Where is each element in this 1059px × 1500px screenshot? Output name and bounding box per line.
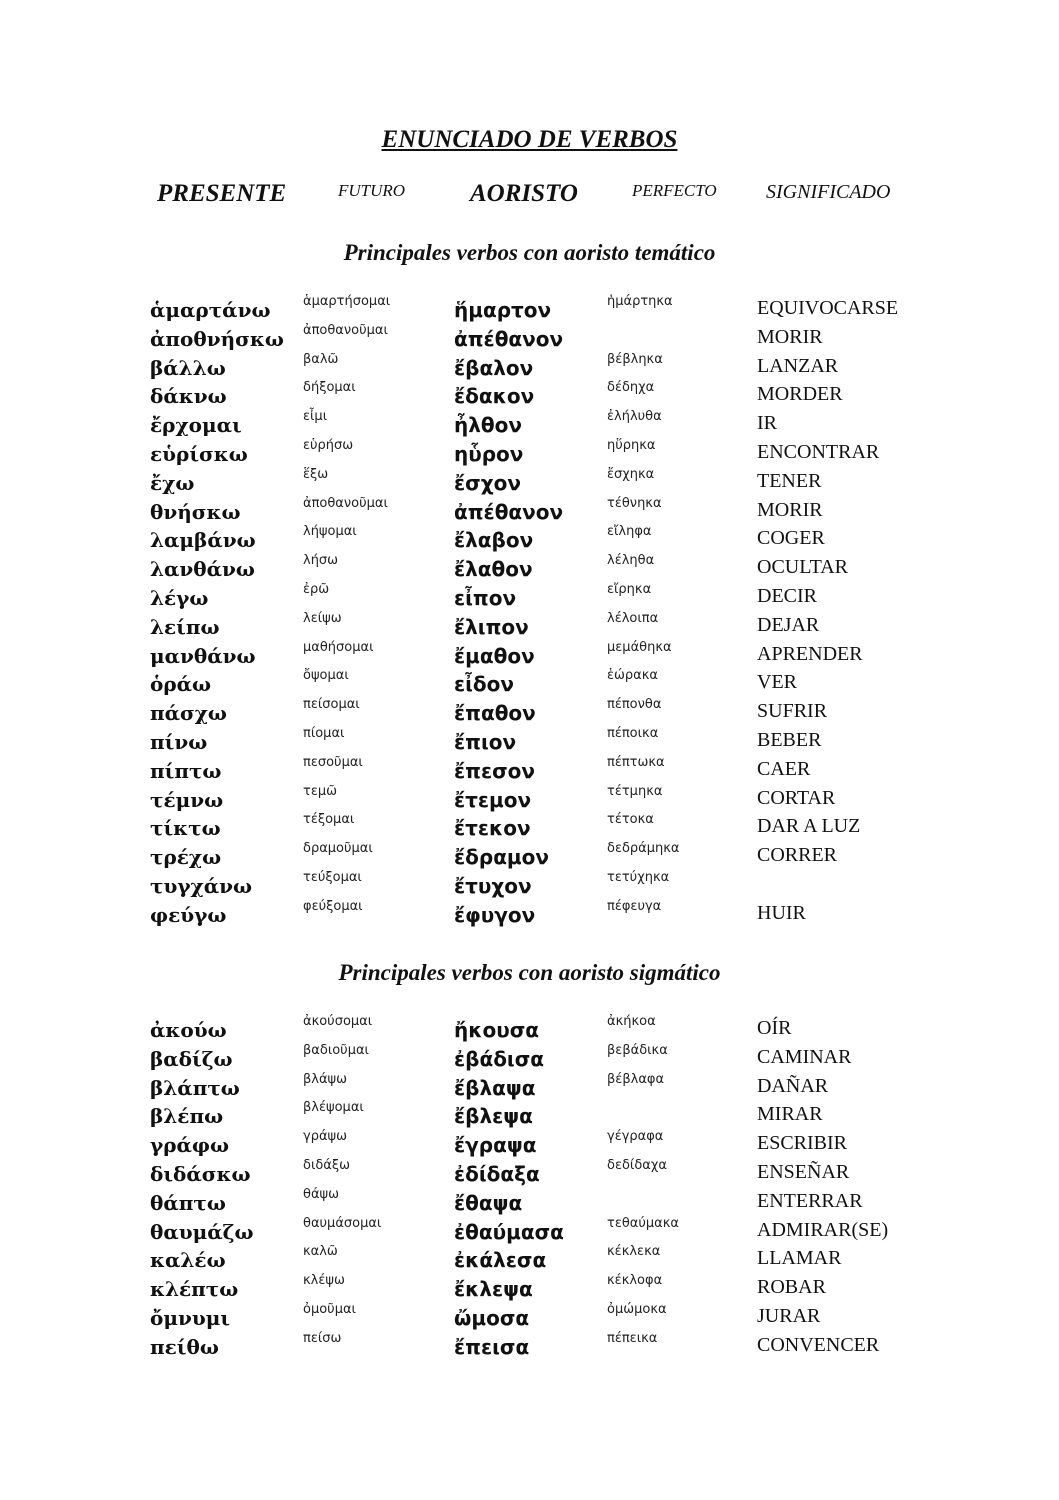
verb-futuro: βλάψω [303,1071,348,1087]
header-significado: SIGNIFICADO [766,181,891,203]
verb-significado: BEBER [757,729,822,751]
verb-significado: VER [757,671,797,694]
verb-aoristo: ἔπιον [454,730,517,754]
table-row [0,495,1059,529]
verb-aoristo: ἔπεσον [454,758,536,783]
verb-aoristo: ἐβάδισα [454,1046,545,1071]
verb-futuro: πείσω [303,1330,342,1346]
verb-perfecto: ὀμώμοκα [607,1302,667,1317]
table-row [0,582,1059,615]
verb-aoristo: εἶδον [454,672,515,697]
verb-perfecto: ἀκήκοα [607,1014,656,1029]
verb-futuro: λήψομαι [303,524,357,540]
verb-presente: ἀποθνήσκω [150,326,284,351]
verb-aoristo: ἀπέθανον [454,326,564,351]
verb-presente: τίκτω [150,816,221,841]
verb-futuro: θαυμάσομαι [303,1215,382,1231]
verb-perfecto: βεβάδικα [607,1042,668,1058]
verb-futuro: βλέψομαι [303,1100,364,1116]
table-row [0,1302,1059,1335]
table-row [0,553,1059,586]
verb-perfecto: μεμάθηκα [607,639,672,655]
verb-perfecto: ηὕρηκα [607,438,656,453]
verb-presente: θνήσκω [150,499,241,524]
table-row [0,1100,1059,1133]
verb-perfecto: δεδίδαχα [607,1158,667,1173]
verb-significado: DAR A LUZ [757,815,861,838]
verb-presente: γράφω [150,1133,230,1158]
verb-aoristo: ἔλιπον [454,614,529,639]
verb-aoristo: ἐκάλεσα [454,1248,547,1273]
verb-significado: DEJAR [757,613,820,636]
verb-presente: πίπτω [150,758,222,783]
verb-aoristo: ἦλθον [454,413,522,438]
verb-aoristo: ἥμαρτον [454,298,552,322]
table-row [0,409,1059,442]
verb-perfecto: πέποικα [607,726,659,741]
verb-perfecto: πέφευγα [607,898,662,914]
verb-presente: εὑρίσκω [150,442,248,466]
verb-presente: λαμβάνω [150,528,256,553]
verb-futuro: φεύξομαι [303,898,363,914]
verb-perfecto: πέπτωκα [607,754,665,770]
verb-presente: λέγω [150,586,209,610]
verb-perfecto: εἴληφα [607,524,652,540]
verb-aoristo: ἔλαθον [454,557,533,582]
verb-perfecto: πέπονθα [607,697,662,713]
table-row [0,1042,1059,1076]
verb-significado: ESCRIBIR [757,1132,848,1155]
table-row [0,438,1059,471]
verb-significado: CORTAR [757,786,836,809]
table-row [0,1014,1059,1047]
verb-presente: ἀκούω [150,1018,227,1042]
verb-futuro: κλέψω [303,1273,345,1289]
verb-significado: MORIR [757,498,823,521]
verb-presente: ἔχω [150,470,195,495]
verb-presente: θαυμάζω [150,1219,254,1244]
table-row [0,610,1059,644]
verb-futuro: τεύξομαι [303,870,362,885]
verb-presente: τέμνω [150,787,224,812]
verb-significado: MIRAR [757,1103,823,1126]
verb-perfecto: τετύχηκα [607,870,670,885]
table-row [0,1244,1059,1277]
verb-perfecto: τέτοκα [607,812,654,828]
verb-significado: ENSEÑAR [757,1161,850,1183]
verb-presente: κλέπτω [150,1277,239,1302]
table-row [0,898,1059,932]
verb-perfecto: βέβληκα [607,351,663,367]
verb-presente: διδάσκω [150,1162,251,1186]
verb-futuro: ἁμαρτήσομαι [303,294,391,309]
header-perfecto: PERFECTO [632,181,717,200]
verb-presente: πίνω [150,730,208,754]
verb-perfecto: βέβλαφα [607,1071,665,1087]
verb-aoristo: ἔσχον [454,470,521,495]
verb-perfecto: τέθνηκα [607,495,662,511]
table-row [0,697,1059,730]
verb-presente: βλάπτω [150,1075,240,1100]
verb-presente: ἔρχομαι [150,413,242,438]
table-row [0,812,1059,845]
verb-aoristo: ἔλαβον [454,528,534,553]
verb-significado: DECIR [757,585,817,607]
verb-significado: MORIR [757,325,823,348]
verb-aoristo: ηὗρον [454,442,524,466]
section-title-tematico: Principales verbos con aoristo temático [343,240,716,265]
verb-significado: JURAR [757,1305,821,1327]
verb-aoristo: ἔμαθον [454,643,535,668]
verb-presente: πάσχω [150,701,227,726]
verb-futuro: εἶμι [303,409,328,425]
verb-presente: τυγχάνω [150,874,253,898]
verb-futuro: πείσομαι [303,697,360,713]
verb-significado: IR [757,412,777,435]
verb-significado: HUIR [757,901,806,924]
verb-significado: COGER [757,527,825,550]
verb-aoristo: ἔτυχον [454,874,532,898]
verb-perfecto: γέγραφα [607,1129,664,1145]
verb-futuro: βαδιοῦμαι [303,1042,369,1058]
section-title-sigmatico: Principales verbos con aoristo sigmático [338,960,721,985]
verb-futuro: ἕξω [303,466,329,482]
table-row [0,1215,1059,1249]
table-row [0,466,1059,500]
verb-significado: LANZAR [757,354,839,377]
verb-aoristo: ἐδίδαξα [454,1162,540,1186]
verb-perfecto: ἔσχηκα [607,466,655,482]
verb-futuro: ὄψομαι [303,668,349,684]
table-row [0,841,1059,874]
verb-perfecto: ἐλήλυθα [607,409,662,425]
verb-futuro: εὑρήσω [303,438,354,453]
verb-futuro: λείψω [303,610,342,626]
page-title: ENUNCIADO DE VERBOS [381,126,678,153]
verb-futuro: ἐρῶ [303,582,330,597]
verb-futuro: καλῶ [303,1244,338,1260]
verb-perfecto: ἡμάρτηκα [607,294,673,309]
verb-significado: APRENDER [757,642,863,665]
table-row [0,668,1059,701]
verb-aoristo: ἔβλεψα [454,1104,533,1129]
verb-significado: CAMINAR [757,1045,852,1068]
table-row [0,524,1059,557]
verb-presente: ὄμνυμι [150,1306,231,1330]
table-row [0,1273,1059,1306]
verb-presente: καλέω [150,1248,226,1273]
table-row [0,1071,1059,1105]
verb-presente: βαδίζω [150,1046,233,1071]
verb-perfecto: κέκλεκα [607,1244,661,1260]
verb-futuro: πίομαι [303,726,345,741]
verb-presente: δάκνω [150,384,227,409]
table-row [0,639,1059,673]
verb-presente: βάλλω [150,355,226,380]
verb-futuro: λήσω [303,553,339,569]
verb-futuro: ἀποθανοῦμαι [303,495,388,511]
verb-aoristo: ἔθαψα [454,1190,523,1215]
verb-significado: EQUIVOCARSE [757,297,899,319]
verb-futuro: ἀκούσομαι [303,1014,373,1029]
table-row [0,1330,1059,1364]
verb-perfecto: τεθαύμακα [607,1215,679,1231]
verb-significado: TENER [757,469,822,492]
verb-perfecto: λέληθα [607,553,655,569]
verb-significado: CORRER [757,844,838,867]
verb-perfecto: δεδράμηκα [607,841,680,857]
verb-significado: MORDER [757,383,843,406]
table-row [0,754,1059,788]
verb-significado: CAER [757,757,811,780]
verb-perfecto: τέτμηκα [607,783,663,799]
verb-aoristo: ἔγραψα [454,1133,537,1158]
verb-perfecto: κέκλοφα [607,1273,663,1289]
verb-significado: OCULTAR [757,556,849,579]
verb-futuro: βαλῶ [303,351,339,367]
verb-significado: ADMIRAR(SE) [757,1218,889,1241]
verb-futuro: ὀμοῦμαι [303,1302,356,1317]
verb-significado: ENTERRAR [757,1189,863,1212]
verb-aoristo: ἔπαθον [454,701,536,726]
verb-presente: λανθάνω [150,557,255,582]
verb-presente: θάπτω [150,1190,226,1215]
verb-significado: CONVENCER [757,1333,880,1356]
table-row [0,1129,1059,1162]
verb-aoristo: ἔδραμον [454,845,550,870]
verb-presente: ὁράω [150,672,212,697]
verb-aoristo: ἔβλαψα [454,1075,536,1100]
verb-significado: OÍR [757,1017,792,1039]
verb-futuro: πεσοῦμαι [303,754,363,770]
verb-presente: ἁμαρτάνω [150,298,271,322]
verb-aoristo: ἔφυγον [454,902,536,927]
verb-aoristo: ἔπεισα [454,1334,530,1359]
verb-aoristo: ἔτεκον [454,816,531,841]
verb-presente: πείθω [150,1334,219,1359]
verb-aoristo: ἔτεμον [454,787,532,812]
verb-perfecto: δέδηχα [607,380,655,396]
verb-significado: SUFRIR [757,700,828,723]
verb-futuro: τέξομαι [303,812,355,828]
verb-significado: DAÑAR [757,1074,829,1097]
verb-presente: βλέπω [150,1104,224,1129]
verb-futuro: ἀποθανοῦμαι [303,322,388,338]
verb-significado: ENCONTRAR [757,441,880,463]
table-row [0,322,1059,356]
verb-presente: λείπω [150,614,220,639]
verb-aoristo: ἔβαλον [454,355,534,380]
verb-futuro: δήξομαι [303,380,356,396]
verb-presente: φεύγω [150,902,227,927]
verb-aoristo: ἔδακον [454,384,535,409]
verb-significado: ROBAR [757,1276,826,1299]
verb-aoristo: ἐθαύμασα [454,1219,564,1244]
verb-presente: μανθάνω [150,643,256,668]
verb-significado: LLAMAR [757,1247,842,1270]
verb-futuro: διδάξω [303,1158,351,1173]
verb-futuro: θάψω [303,1186,339,1202]
verb-aoristo: ὤμοσα [454,1306,530,1330]
table-row [0,783,1059,817]
verb-futuro: τεμῶ [303,783,338,799]
table-row [0,351,1059,385]
verb-perfecto: λέλοιπα [607,610,659,626]
verb-perfecto: ἑώρακα [607,668,658,684]
verb-aoristo: ἀπέθανον [454,499,564,524]
verb-futuro: δραμοῦμαι [303,841,373,857]
table-row [0,294,1059,327]
verb-futuro: γράψω [303,1129,347,1145]
table-row [0,1158,1059,1191]
header-presente: PRESENTE [157,180,287,207]
verb-aoristo: ἤκουσα [454,1018,540,1042]
verb-presente: τρέχω [150,845,222,870]
header-futuro: FUTURO [338,181,406,200]
table-row [0,1186,1059,1220]
verb-aoristo: ἔκλεψα [454,1277,533,1302]
verb-perfecto: πέπεικα [607,1330,658,1346]
header-aoristo: AORISTO [470,180,578,207]
verb-aoristo: εἶπον [454,586,517,610]
table-row [0,870,1059,903]
table-row [0,380,1059,413]
verb-perfecto: εἴρηκα [607,582,652,597]
verb-futuro: μαθήσομαι [303,639,374,655]
table-row [0,726,1059,759]
